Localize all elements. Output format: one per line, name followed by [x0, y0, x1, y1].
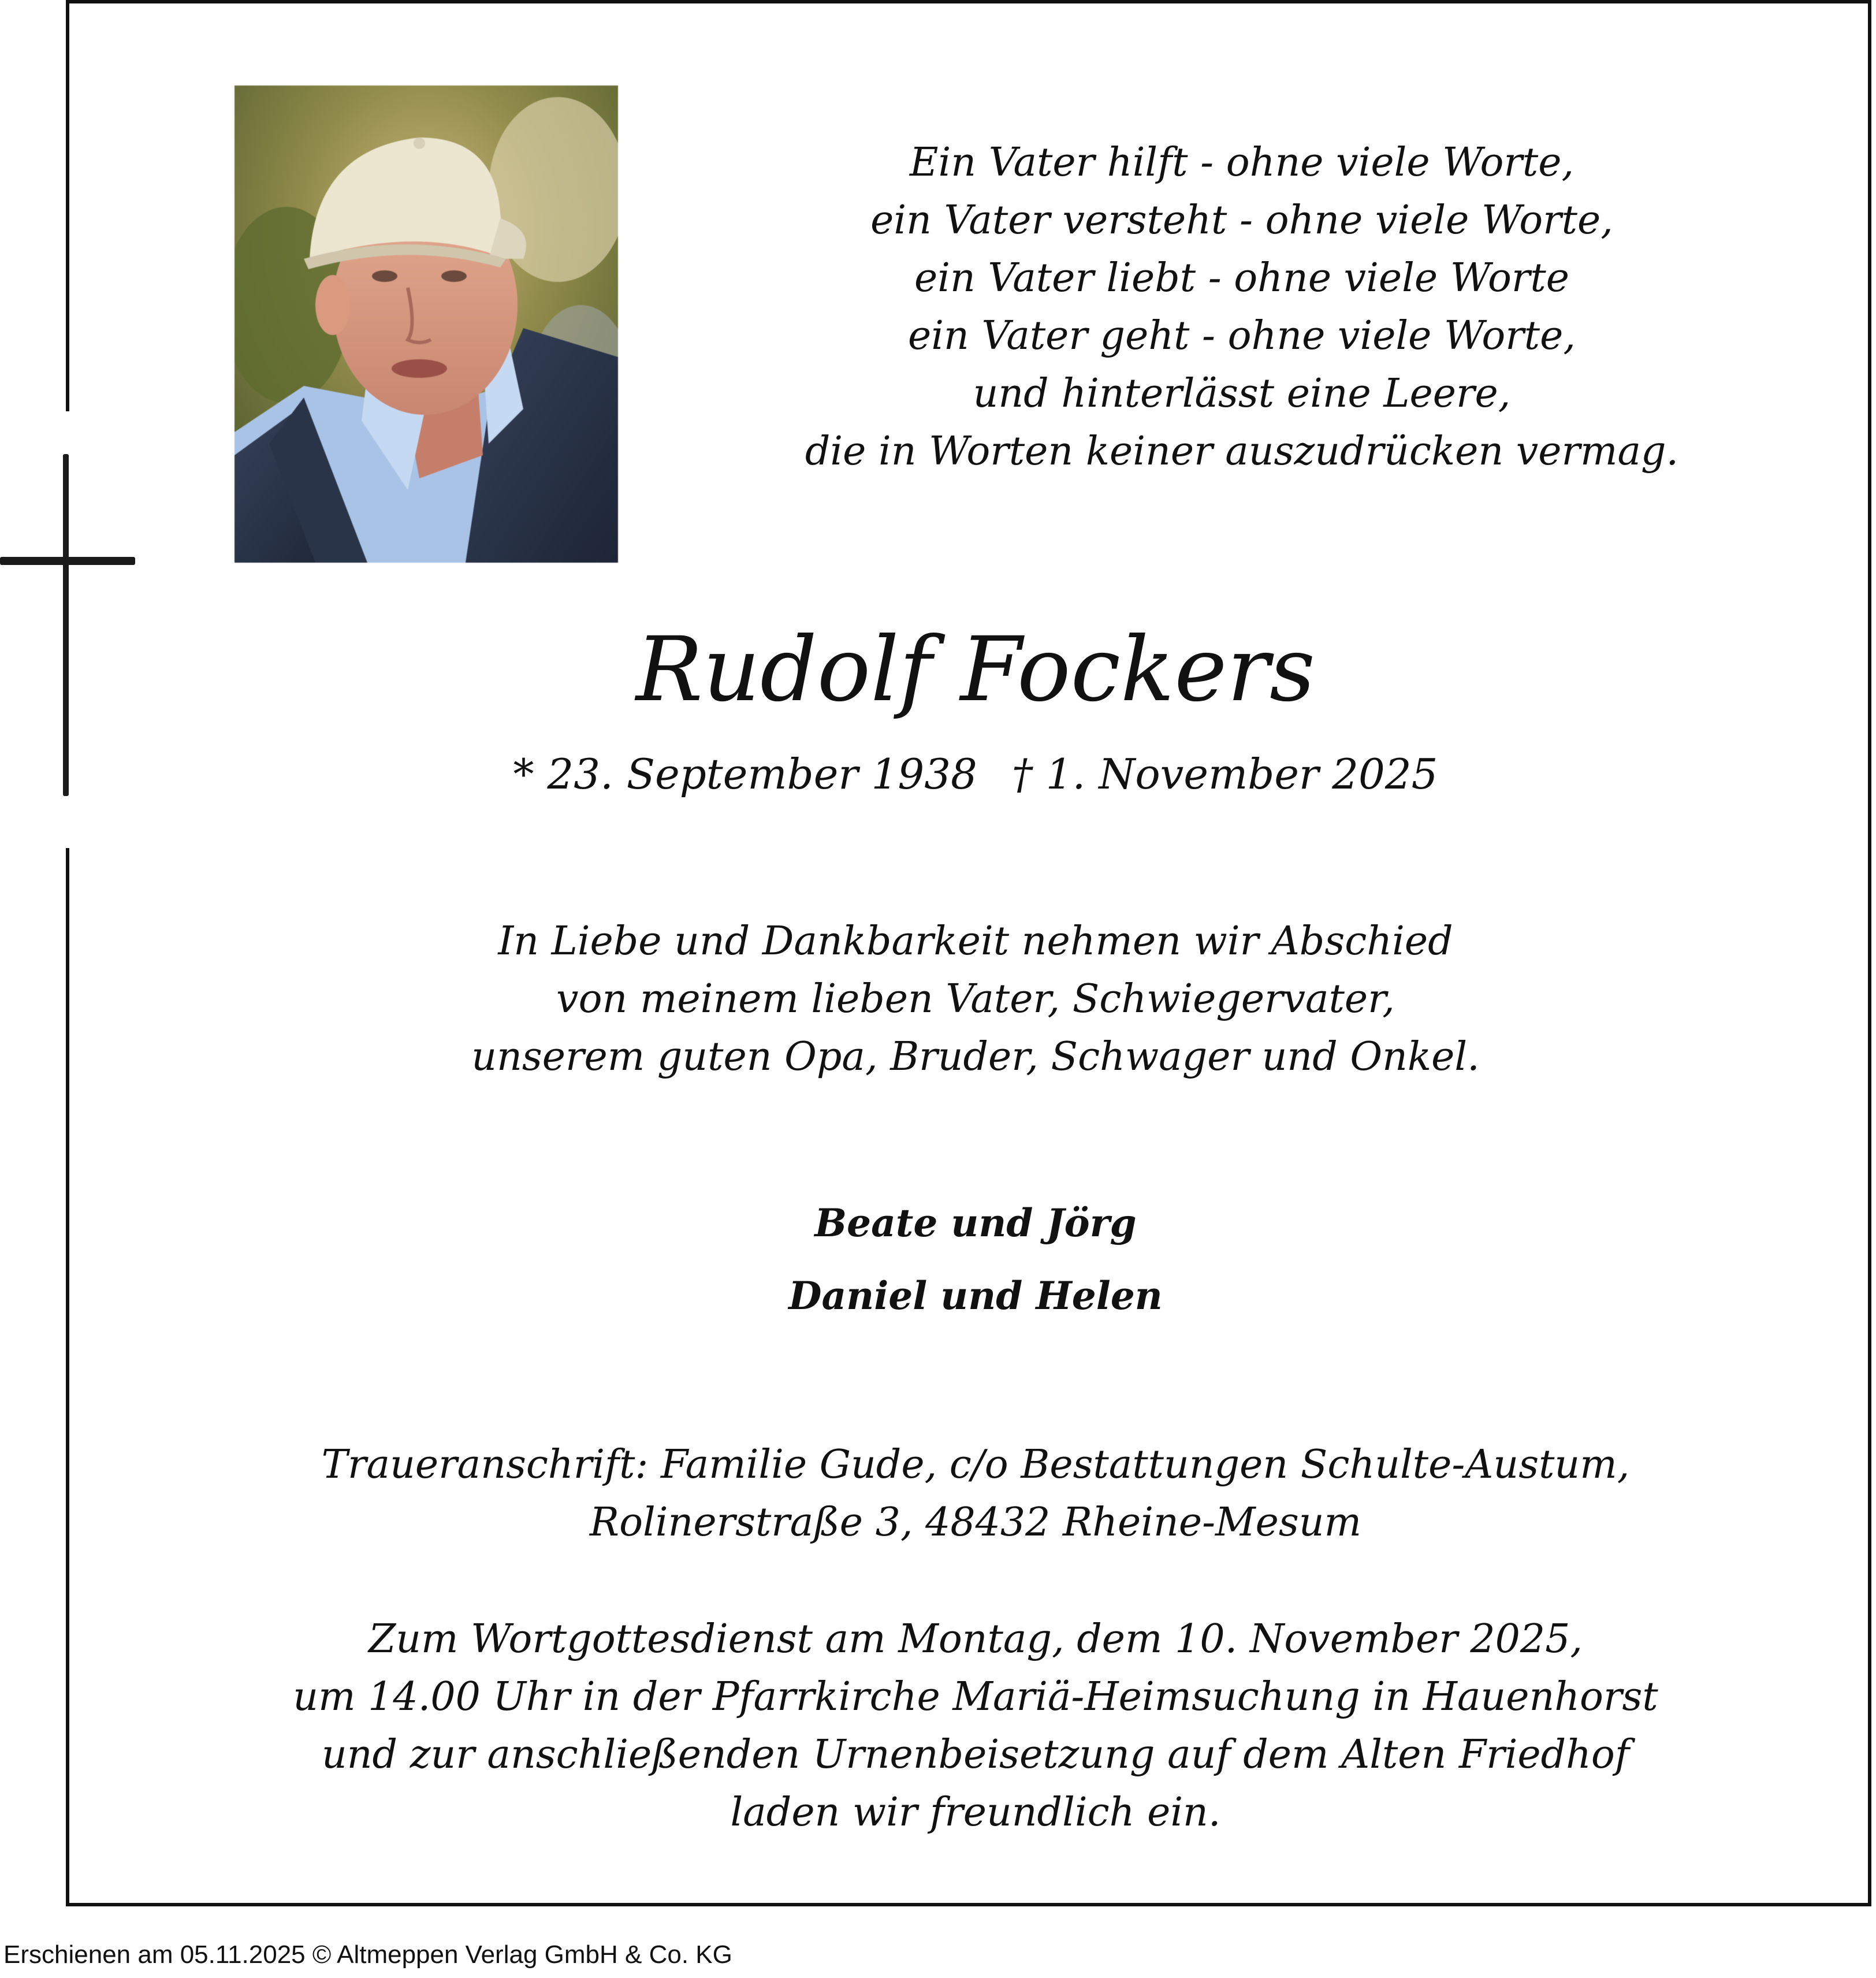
publication-footer: Erschienen am 05.11.2025 © Altmeppen Verlag GmbH & Co. KG: [3, 1940, 732, 1969]
poem-line: ein Vater liebt - ohne viele Worte: [914, 255, 1569, 301]
service-announcement: [0, 1611, 1876, 1842]
farewell-text: [0, 913, 1876, 1086]
poem-line: ein Vater versteht - ohne viele Worte,: [870, 198, 1613, 243]
family-names: [0, 1187, 1876, 1332]
service-line: laden wir freundlich ein.: [730, 1790, 1221, 1835]
poem-line: ein Vater geht - ohne viele Worte,: [908, 313, 1576, 359]
poem-line: die in Worten keiner auszudrücken vermag.: [805, 429, 1679, 474]
life-dates: [0, 745, 1876, 803]
poem: [734, 134, 1750, 481]
farewell-line: von meinem lieben Vater, Schwiegervater,: [556, 976, 1395, 1022]
farewell-line: In Liebe und Dankbarkeit nehmen wir Abschied: [498, 919, 1453, 964]
poem-line: und hinterlässt eine Leere,: [973, 371, 1511, 417]
poem-line: Ein Vater hilft - ohne viele Worte,: [909, 140, 1574, 185]
address-line: Rolinerstraße 3, 48432 Rheine-Mesum: [589, 1500, 1362, 1545]
service-line: um 14.00 Uhr in der Pfarrkirche Mariä-Heimsuchung in Hauenhorst: [293, 1674, 1658, 1720]
portrait-photo: [234, 85, 618, 563]
family-name: Daniel und Helen: [788, 1273, 1163, 1318]
farewell-line: unserem guten Opa, Bruder, Schwager und Onkel.: [471, 1034, 1480, 1080]
service-line: Zum Wortgottesdienst am Montag, dem 10. November 2025,: [368, 1616, 1583, 1662]
service-line: und zur anschließenden Urnenbeisetzung auf dem Alten Friedhof: [321, 1732, 1630, 1778]
deceased-name: Rudolf Fockers: [635, 618, 1316, 722]
cross-icon-horizontal-bar: [0, 557, 135, 565]
death-date: † 1. November 2025: [1011, 750, 1438, 798]
mourning-address: [0, 1436, 1876, 1552]
birth-date: * 23. September 1938: [513, 750, 977, 798]
address-line: Traueranschrift: Familie Gude, c/o Bestattungen Schulte-Austum,: [321, 1442, 1630, 1488]
family-name: Beate und Jörg: [814, 1200, 1137, 1245]
